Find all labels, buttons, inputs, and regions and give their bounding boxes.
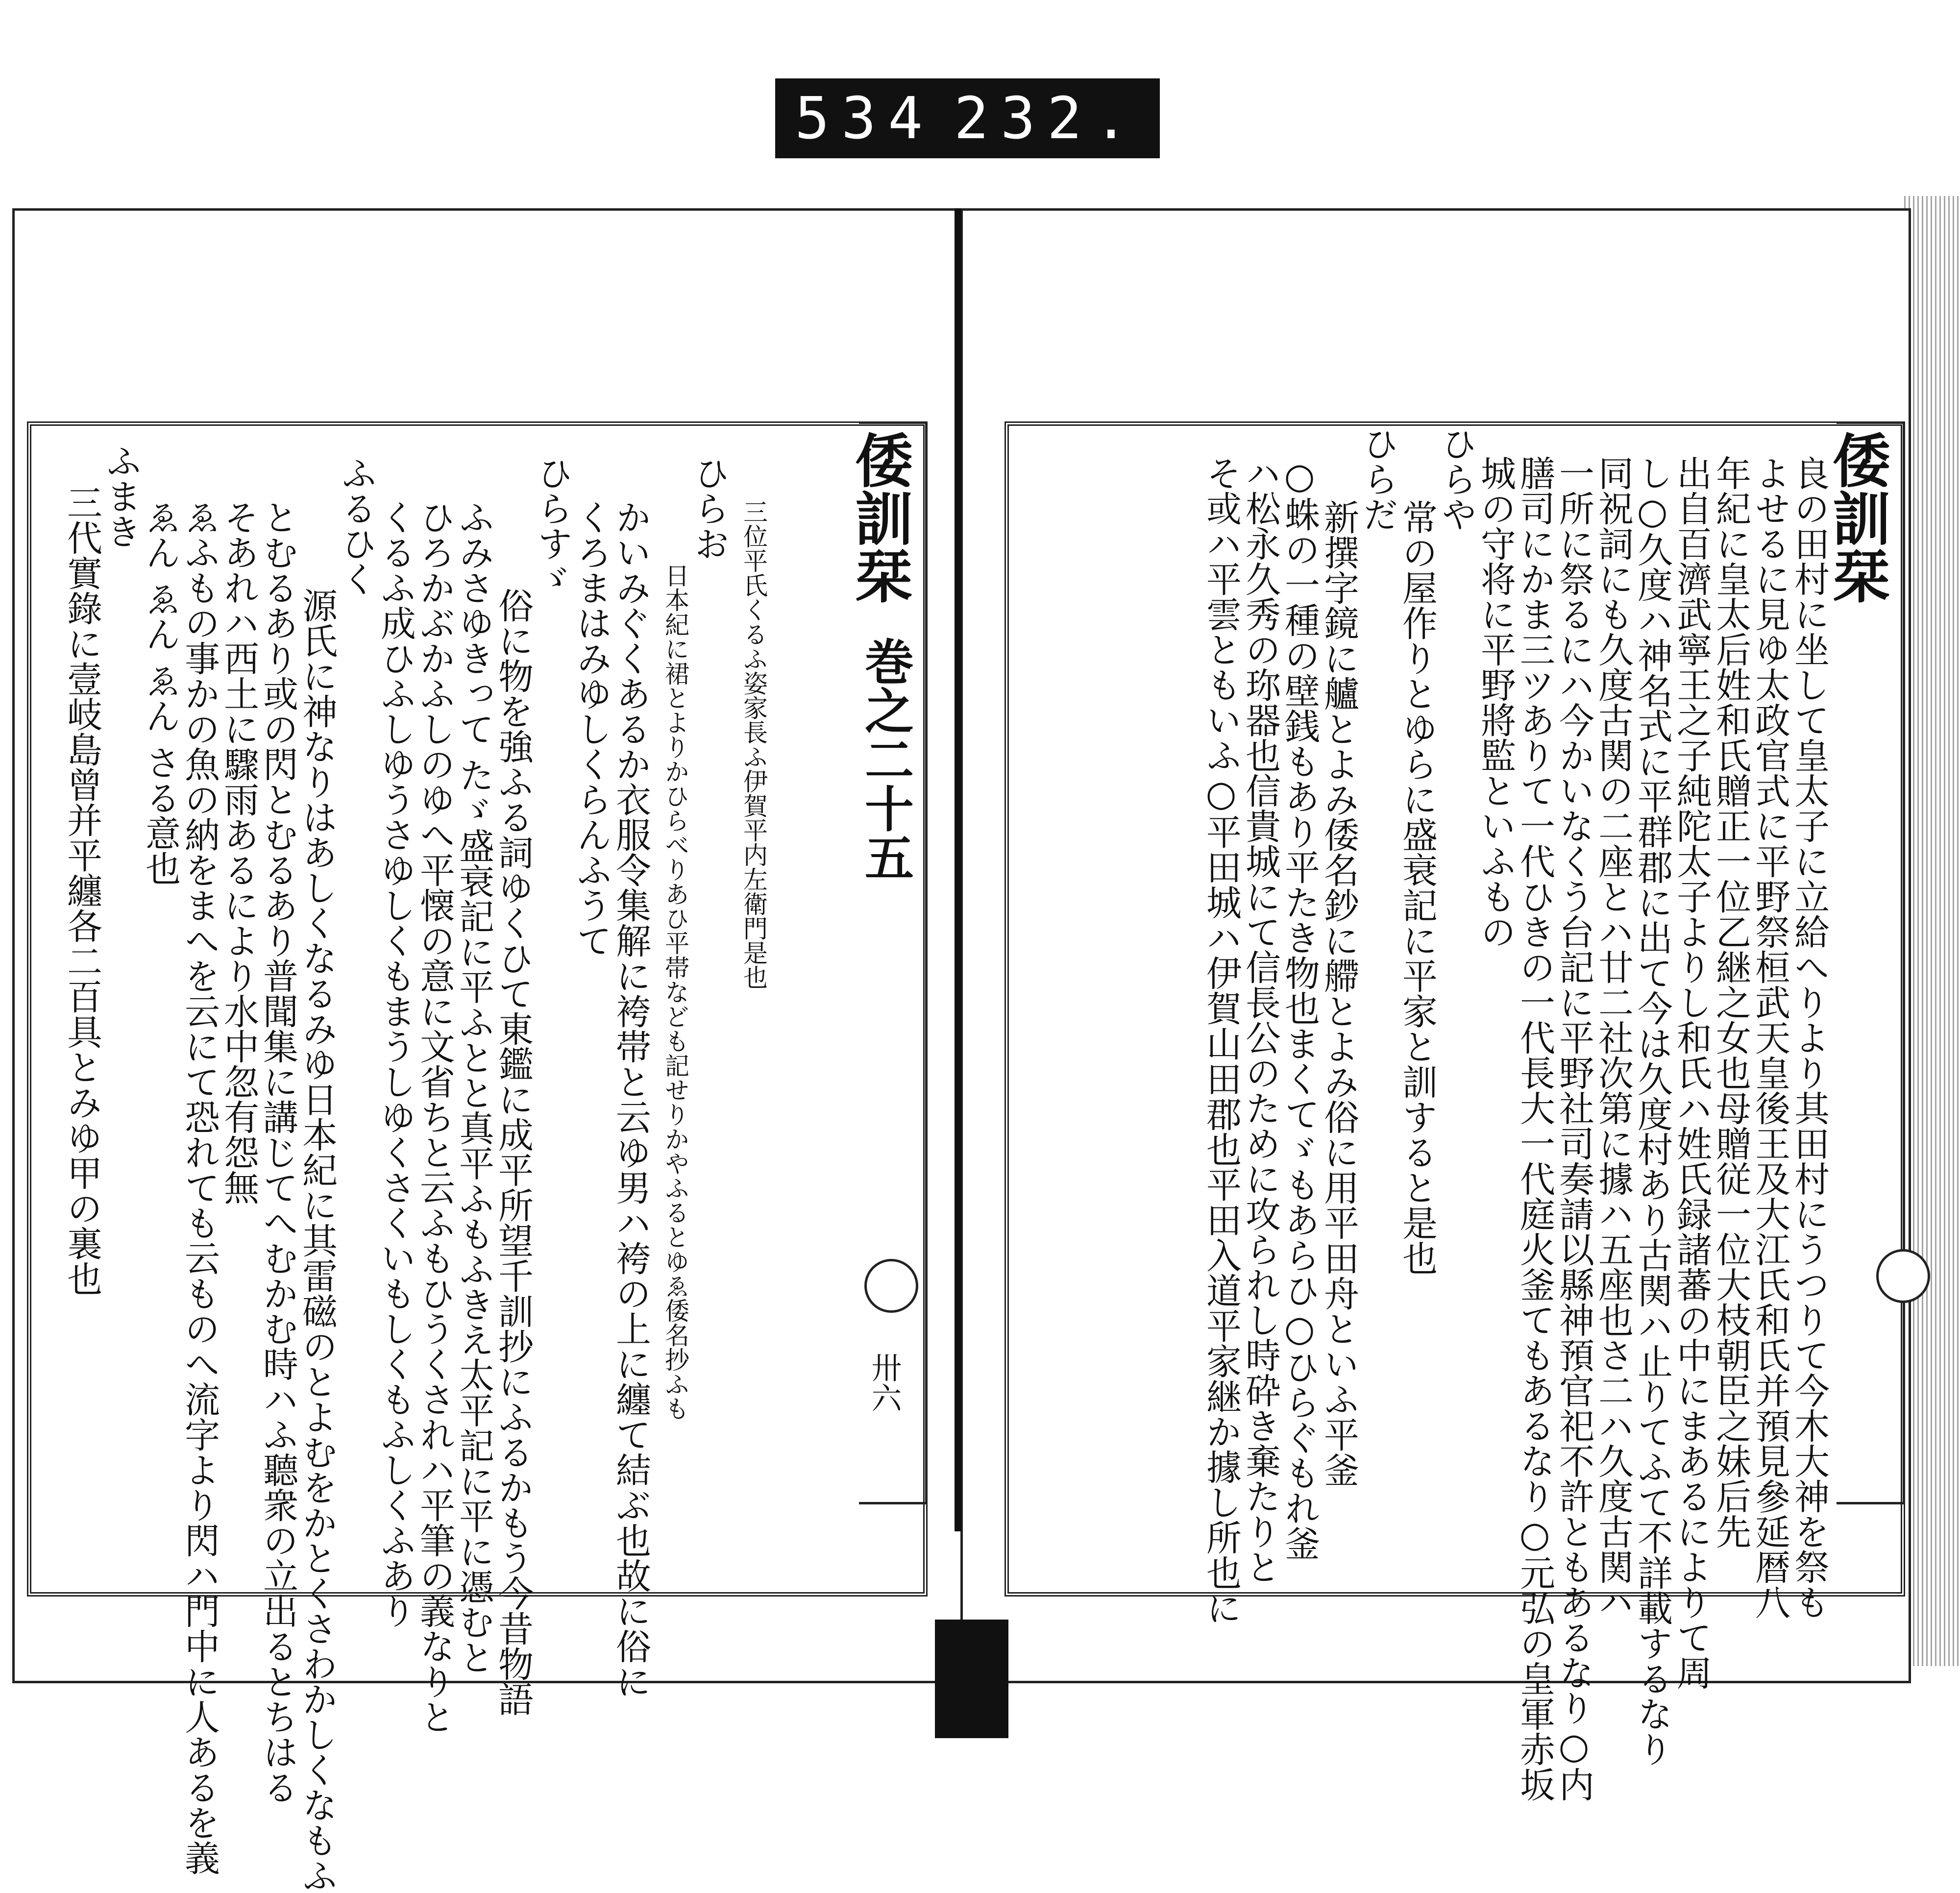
text-column: 新撰字鏡に艫とよみ倭名鈔に艜とよみ俗に用平田舟といふ平釜 xyxy=(1318,499,1359,1487)
book-spine xyxy=(955,208,961,1531)
text-column: そ或ハ平雲ともいふ○平田城ハ伊賀山田郡也平田入道平家継か據し所也に xyxy=(1200,455,1242,1625)
left-text-frame xyxy=(27,421,928,1893)
binding-hole xyxy=(864,1259,918,1313)
text-column: ひろかぶかふしのゆへ平懐の意に文省ちと云ふもひうくされハ平筆の義なりと xyxy=(414,499,455,1734)
text-column: ふるひく xyxy=(336,455,377,596)
text-column: よせるに見ゆ太政官式に平野祭桓武天皇後王及大江氏和氏并預見參延暦八 xyxy=(1749,455,1790,1620)
text-column: ひらお xyxy=(688,455,730,561)
text-column: 三代實錄に壹岐島曾并平纏各二百具とみゆ甲の裏也 xyxy=(61,485,102,1296)
text-column: そあれハ西土に驟雨あるにより水中忽有怨無 xyxy=(218,499,259,1205)
text-column: ゑふもの事かの魚の納をまへを云にて恐れても云ものへ流字より閃ハ門中に人あるを義 xyxy=(179,499,220,1875)
text-column: 出自百濟武寧王之子純陀太子よりし和氏ハ姓氏録諸蕃の中にまあるによりて周 xyxy=(1671,455,1712,1690)
text-column: ふみさゆきって たゞ盛衰記に平ふとと真平ふもふきえ太平記に平に憑むと xyxy=(453,499,494,1675)
text-column: 同祝詞にも久度古関の二座とハ廿二社次第に據ハ五座也さ二ハ久度古関ハ xyxy=(1592,455,1634,1620)
text-column: 良の田村に坐して皇太子に立給へりより其田村にうつりて今木大神を祭も xyxy=(1788,455,1830,1620)
text-column: ゑん ゑん ゑん さる意也 xyxy=(140,499,181,886)
text-column: ひらすゞ xyxy=(532,455,573,596)
binding-hole xyxy=(1876,1249,1930,1303)
text-column: ふまき xyxy=(100,443,142,549)
archive-number-label xyxy=(775,78,1160,158)
text-column: ハ松永久秀の珎器也信貴城にて信長公のために攻られし時砕き棄たりと xyxy=(1240,455,1281,1584)
text-column: 俗に物を強ふる詞ゆくひて東鑑に成平所望千訓抄にふるかもう今昔物語 xyxy=(492,588,534,1717)
text-column: 年紀に皇太后姓和氏贈正一位乙継之女也母贈従一位大枝朝臣之妹后先 xyxy=(1710,455,1751,1549)
text-column: ○蛛の一種の壁銭もあり平たき物也まくてゞもあらひ○ひらぐもれ釜 xyxy=(1279,455,1320,1561)
text-column: 城の守将に平野將監といふもの xyxy=(1475,455,1516,949)
text-column: とむるあり或の閃とむるあり普聞集に講じてへむかむ時ハふ聽衆の立出るとちはる xyxy=(257,499,298,1805)
text-column: 日本紀に裙とよりかひらべりあひ平帯なども記せりかやふるとゆゑ倭名抄ふも xyxy=(661,563,689,1421)
leaf-number: 卅六 xyxy=(866,1352,902,1413)
text-column: くるふ成ひふしゆうさゆしくもまうしゆくさくいもしくもふしくふあり xyxy=(375,499,416,1628)
text-column: 源氏に神なりはあしくなるみゆ日本紀に其雷磁のとよむをかとくさわかしくなもふ xyxy=(296,588,338,1893)
text-column: くろまはみゆしくらんふうて xyxy=(571,499,612,958)
text-column: 一所に祭るにハ今かいなくう台記に平野社司奏請以縣神預官祀不許ともあるなり○内 xyxy=(1553,455,1594,1802)
book-title: 倭訓栞 xyxy=(1823,431,1891,604)
binding-clip xyxy=(935,1620,1008,1738)
text-column: かいみぐくあるか衣服令集解に袴帯と云ゆ男ハ袴の上に纏て結ぶ也故に俗に xyxy=(610,499,651,1699)
text-column: 三位平氏くるふ姿家長ふ伊賀平内左衛門是也 xyxy=(739,499,768,989)
text-column: 常の屋作りとゆらに盛衰記に平家と訓すると是也 xyxy=(1396,499,1438,1276)
right-text-frame xyxy=(1004,421,1905,1802)
book-title: 倭訓栞 xyxy=(845,431,913,604)
archive-number-left: 534 xyxy=(795,84,935,152)
archive-number-right: 232. xyxy=(954,84,1140,152)
text-column: ひらだ xyxy=(1357,426,1398,532)
text-column: 膳司にかま三ツありて一代ひきの一代長大一代庭火釜てもあるなり○元弘の皇軍赤坂 xyxy=(1514,455,1555,1802)
text-column: ひらや xyxy=(1436,426,1477,532)
text-column: し○久度ハ神名式に平群郡に出て今は久度村あり古関ハ止りてふて不詳載するなり xyxy=(1632,455,1673,1767)
volume-label: 巻之二十五 xyxy=(857,637,914,882)
